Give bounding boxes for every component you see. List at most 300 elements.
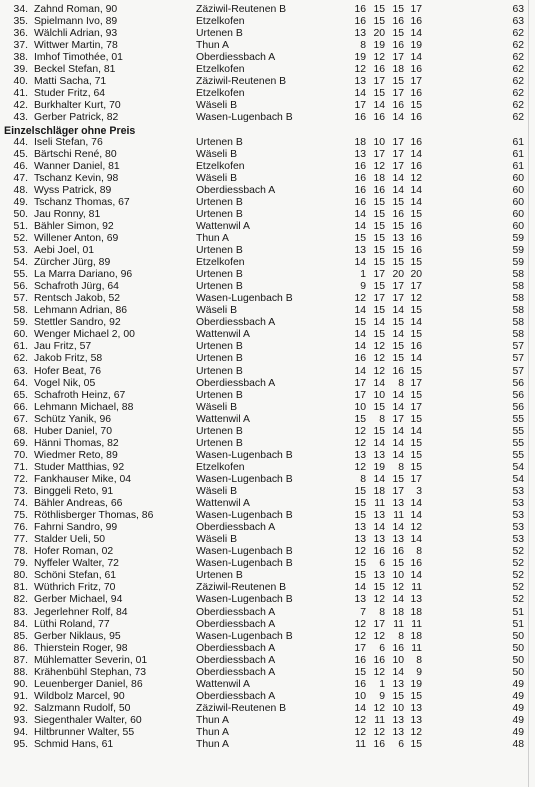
club-cell: Urtenen B <box>196 353 243 365</box>
total-cell: 50 <box>512 666 524 678</box>
score-cell: 14 <box>354 365 366 377</box>
table-row <box>0 667 535 679</box>
table-row <box>0 185 535 197</box>
score-cell: 15 <box>392 473 404 485</box>
score-cell: 13 <box>354 245 366 256</box>
score-cell: 10 <box>373 136 385 148</box>
score-cell: 8 <box>398 377 404 389</box>
total-cell: 59 <box>512 232 524 244</box>
score-cell: 14 <box>410 317 422 329</box>
score-cell: 12 <box>410 522 422 534</box>
score-cell: 16 <box>392 208 404 220</box>
total-cell: 62 <box>512 40 524 52</box>
score-cell: 12 <box>373 341 385 353</box>
score-cell: 16 <box>373 64 385 76</box>
score-cell: 12 <box>373 702 385 714</box>
score-cell: 15 <box>410 437 422 449</box>
score-cell: 14 <box>410 184 422 196</box>
score-cell: 14 <box>354 220 366 232</box>
score-cell: 12 <box>354 618 366 630</box>
score-cell: 12 <box>354 546 366 558</box>
score-cell: 16 <box>392 16 404 28</box>
table-row <box>0 619 535 631</box>
club-cell: Oberdiessbach A <box>196 666 276 678</box>
rank-cell: 41. <box>13 88 28 100</box>
score-cell: 16 <box>410 88 422 100</box>
score-cell: 13 <box>410 702 422 714</box>
total-cell: 58 <box>512 329 524 341</box>
club-cell: Urtenen B <box>196 269 243 281</box>
name-cell: Wiedmer Reto, 89 <box>34 449 118 461</box>
rank-cell: 95. <box>13 739 28 751</box>
score-cell: 16 <box>392 100 404 112</box>
score-cell: 6 <box>379 558 385 570</box>
score-cell: 15 <box>392 317 404 329</box>
score-cell: 16 <box>373 112 385 124</box>
rank-cell: 62. <box>13 353 28 365</box>
table-row <box>0 570 535 582</box>
rank-cell: 73. <box>13 486 28 497</box>
score-cell: 13 <box>373 510 385 522</box>
club-cell: Wasen-Lugenbach B <box>196 510 293 522</box>
score-cell: 12 <box>373 365 385 377</box>
total-cell: 53 <box>512 522 524 534</box>
score-cell: 8 <box>360 40 366 52</box>
score-cell: 15 <box>392 220 404 232</box>
club-cell: Etzelkofen <box>196 16 245 28</box>
score-cell: 17 <box>392 160 404 172</box>
score-cell: 17 <box>373 293 385 305</box>
score-cell: 16 <box>410 112 422 124</box>
score-cell: 12 <box>373 353 385 365</box>
table-row <box>0 197 535 209</box>
score-cell: 11 <box>393 618 404 630</box>
table-row <box>0 149 535 161</box>
name-cell: Wittwer Martin, 78 <box>34 40 118 52</box>
score-cell: 16 <box>410 16 422 28</box>
club-cell: Wasen-Lugenbach B <box>196 630 293 642</box>
total-cell: 63 <box>512 4 524 15</box>
rank-cell: 72. <box>13 473 28 485</box>
name-cell: Fahrni Sandro, 99 <box>34 522 118 534</box>
table-row <box>0 510 535 522</box>
score-cell: 16 <box>410 64 422 76</box>
score-cell: 10 <box>392 702 404 714</box>
club-cell: Urtenen B <box>196 341 243 353</box>
score-cell: 14 <box>410 425 422 437</box>
total-cell: 60 <box>512 172 524 184</box>
score-cell: 18 <box>373 486 385 497</box>
rank-cell: 46. <box>13 160 28 172</box>
score-cell: 15 <box>373 4 385 15</box>
total-cell: 61 <box>512 160 524 172</box>
score-cell: 13 <box>392 534 404 546</box>
score-cell: 15 <box>373 220 385 232</box>
score-cell: 19 <box>373 461 385 473</box>
score-cell: 15 <box>373 329 385 341</box>
rank-cell: 40. <box>13 76 28 88</box>
club-cell: Wasen-Lugenbach B <box>196 473 293 485</box>
table-row <box>0 233 535 245</box>
total-cell: 58 <box>512 269 524 281</box>
total-cell: 54 <box>512 473 524 485</box>
total-cell: 60 <box>512 220 524 232</box>
name-cell: Hiltbrunner Walter, 55 <box>34 727 135 738</box>
rank-cell: 56. <box>13 281 28 293</box>
table-row <box>0 462 535 474</box>
score-cell: 15 <box>354 570 366 582</box>
score-cell: 14 <box>392 401 404 413</box>
table-row <box>0 378 535 390</box>
club-cell: Thun A <box>196 727 229 738</box>
score-cell: 11 <box>374 714 385 726</box>
total-cell: 57 <box>512 365 524 377</box>
score-cell: 16 <box>354 4 366 15</box>
rank-cell: 83. <box>13 606 28 618</box>
score-cell: 14 <box>354 329 366 341</box>
club-cell: Wattenwil A <box>196 498 250 510</box>
club-cell: Urtenen B <box>196 245 243 256</box>
club-cell: Urtenen B <box>196 389 243 401</box>
score-cell: 12 <box>373 727 385 738</box>
score-cell: 11 <box>411 642 422 654</box>
name-cell: Siegenthaler Walter, 60 <box>34 714 142 726</box>
score-cell: 12 <box>354 714 366 726</box>
table-row <box>0 40 535 52</box>
rank-cell: 85. <box>13 630 28 642</box>
score-cell: 14 <box>410 534 422 546</box>
score-cell: 14 <box>410 52 422 64</box>
club-cell: Wattenwil A <box>196 678 250 690</box>
score-cell: 13 <box>373 449 385 461</box>
score-cell: 14 <box>354 341 366 353</box>
score-cell: 16 <box>354 160 366 172</box>
rank-cell: 78. <box>13 546 28 558</box>
score-cell: 19 <box>410 40 422 52</box>
score-cell: 15 <box>392 257 404 269</box>
table-row <box>0 703 535 715</box>
score-cell: 15 <box>392 196 404 208</box>
table-row <box>0 281 535 293</box>
table-row <box>0 643 535 655</box>
table-row <box>0 64 535 76</box>
name-cell: Lehmann Michael, 88 <box>34 401 134 413</box>
rank-cell: 86. <box>13 642 28 654</box>
rank-cell: 66. <box>13 401 28 413</box>
score-cell: 12 <box>410 727 422 738</box>
rank-cell: 94. <box>13 727 28 738</box>
score-cell: 15 <box>410 365 422 377</box>
score-cell: 14 <box>354 88 366 100</box>
total-cell: 53 <box>512 534 524 546</box>
table-row <box>0 546 535 558</box>
club-cell: Wattenwil A <box>196 329 250 341</box>
total-cell: 63 <box>512 16 524 28</box>
table-row <box>0 426 535 438</box>
name-cell: Matti Sacha, 71 <box>34 76 107 88</box>
total-cell: 60 <box>512 208 524 220</box>
score-cell: 17 <box>354 377 366 389</box>
table-row <box>0 353 535 365</box>
score-cell: 13 <box>354 522 366 534</box>
rank-cell: 35. <box>13 16 28 28</box>
score-cell: 15 <box>392 4 404 15</box>
score-cell: 14 <box>354 208 366 220</box>
club-cell: Urtenen B <box>196 196 243 208</box>
rank-cell: 39. <box>13 64 28 76</box>
total-cell: 62 <box>512 28 524 40</box>
score-cell: 15 <box>373 257 385 269</box>
score-cell: 15 <box>392 28 404 40</box>
score-cell: 12 <box>354 425 366 437</box>
total-cell: 55 <box>512 437 524 449</box>
table-row <box>0 4 535 16</box>
total-cell: 55 <box>512 449 524 461</box>
score-cell: 10 <box>392 654 404 666</box>
name-cell: Krähenbühl Stephan, 73 <box>34 666 147 678</box>
score-cell: 15 <box>354 498 366 510</box>
name-cell: Jau Fritz, 57 <box>34 341 92 353</box>
table-row <box>0 582 535 594</box>
name-cell: Lehmann Adrian, 86 <box>34 305 128 317</box>
score-cell: 1 <box>379 678 385 690</box>
score-cell: 15 <box>410 461 422 473</box>
rank-cell: 80. <box>13 570 28 582</box>
score-cell: 15 <box>392 245 404 256</box>
score-cell: 14 <box>373 100 385 112</box>
name-cell: Bähler Andreas, 66 <box>34 498 123 510</box>
score-cell: 8 <box>398 461 404 473</box>
rank-cell: 36. <box>13 28 28 40</box>
table-row <box>0 221 535 233</box>
score-cell: 17 <box>392 486 404 497</box>
score-cell: 15 <box>392 341 404 353</box>
total-cell: 56 <box>512 377 524 389</box>
table-row <box>0 402 535 414</box>
table-row <box>0 534 535 546</box>
score-cell: 12 <box>373 666 385 678</box>
total-cell: 61 <box>512 148 524 160</box>
rank-cell: 52. <box>13 232 28 244</box>
club-cell: Zäziwil-Reutenen B <box>196 4 287 15</box>
total-cell: 62 <box>512 76 524 88</box>
table-row <box>0 594 535 606</box>
score-cell: 14 <box>392 666 404 678</box>
score-cell: 14 <box>410 196 422 208</box>
total-cell: 62 <box>512 100 524 112</box>
rank-cell: 63. <box>13 365 28 377</box>
score-cell: 14 <box>392 437 404 449</box>
rank-cell: 65. <box>13 389 28 401</box>
score-cell: 12 <box>354 437 366 449</box>
total-cell: 48 <box>512 739 524 751</box>
club-cell: Oberdiessbach A <box>196 618 276 630</box>
score-cell: 17 <box>392 413 404 425</box>
score-cell: 13 <box>392 714 404 726</box>
score-cell: 18 <box>410 606 422 618</box>
total-cell: 59 <box>512 257 524 269</box>
score-cell: 13 <box>373 534 385 546</box>
score-cell: 15 <box>354 486 366 497</box>
score-cell: 17 <box>392 52 404 64</box>
score-cell: 14 <box>392 305 404 317</box>
table-row <box>0 161 535 173</box>
table-row <box>0 390 535 402</box>
rank-cell: 84. <box>13 618 28 630</box>
score-cell: 20 <box>410 269 422 281</box>
rank-cell: 59. <box>13 317 28 329</box>
score-cell: 8 <box>398 630 404 642</box>
club-cell: Wasen-Lugenbach B <box>196 449 293 461</box>
name-cell: Huber Daniel, 70 <box>34 425 112 437</box>
score-cell: 14 <box>392 594 404 606</box>
table-row <box>0 450 535 462</box>
score-cell: 19 <box>410 678 422 690</box>
score-cell: 12 <box>373 630 385 642</box>
club-cell: Zäziwil-Reutenen B <box>196 582 287 594</box>
score-cell: 19 <box>373 40 385 52</box>
total-cell: 49 <box>512 727 524 738</box>
rank-cell: 79. <box>13 558 28 570</box>
table-row <box>0 366 535 378</box>
club-cell: Oberdiessbach A <box>196 654 276 666</box>
table-row <box>0 137 535 149</box>
name-cell: Jakob Fritz, 58 <box>34 353 103 365</box>
score-cell: 17 <box>373 618 385 630</box>
score-cell: 17 <box>373 269 385 281</box>
score-cell: 15 <box>354 558 366 570</box>
club-cell: Wäseli B <box>196 172 237 184</box>
score-cell: 14 <box>354 257 366 269</box>
club-cell: Thun A <box>196 714 229 726</box>
club-cell: Urtenen B <box>196 570 243 582</box>
score-cell: 9 <box>360 281 366 293</box>
name-cell: Schafroth Heinz, 67 <box>34 389 126 401</box>
total-cell: 58 <box>512 281 524 293</box>
score-cell: 16 <box>410 232 422 244</box>
score-cell: 14 <box>410 28 422 40</box>
score-cell: 17 <box>373 76 385 88</box>
club-cell: Etzelkofen <box>196 64 245 76</box>
name-cell: Lüthi Roland, 77 <box>34 618 110 630</box>
table-row <box>0 245 535 257</box>
score-cell: 16 <box>354 353 366 365</box>
section-heading: Einzelschläger ohne Preis <box>4 124 136 137</box>
score-cell: 16 <box>410 220 422 232</box>
total-cell: 62 <box>512 112 524 124</box>
table-row <box>0 293 535 305</box>
table-row <box>0 305 535 317</box>
score-cell: 14 <box>392 184 404 196</box>
club-cell: Oberdiessbach A <box>196 52 276 64</box>
score-cell: 17 <box>410 473 422 485</box>
total-cell: 57 <box>512 353 524 365</box>
score-cell: 13 <box>354 76 366 88</box>
score-cell: 16 <box>354 184 366 196</box>
score-cell: 14 <box>410 510 422 522</box>
total-cell: 49 <box>512 702 524 714</box>
rank-cell: 54. <box>13 257 28 269</box>
total-cell: 55 <box>512 413 524 425</box>
score-cell: 16 <box>392 40 404 52</box>
score-cell: 14 <box>392 449 404 461</box>
table-row <box>0 607 535 619</box>
score-cell: 15 <box>373 401 385 413</box>
total-cell: 49 <box>512 678 524 690</box>
club-cell: Oberdiessbach A <box>196 690 276 702</box>
club-cell: Oberdiessbach A <box>196 317 276 329</box>
score-cell: 15 <box>410 257 422 269</box>
rank-cell: 48. <box>13 184 28 196</box>
score-cell: 9 <box>379 690 385 702</box>
table-row <box>0 486 535 498</box>
name-cell: Jau Ronny, 81 <box>34 208 101 220</box>
score-cell: 15 <box>410 449 422 461</box>
name-cell: Gerber Michael, 94 <box>34 594 123 606</box>
rank-cell: 71. <box>13 461 28 473</box>
score-cell: 15 <box>373 425 385 437</box>
score-cell: 12 <box>392 582 404 594</box>
score-cell: 15 <box>373 305 385 317</box>
name-cell: Stettler Sandro, 92 <box>34 317 121 329</box>
score-cell: 12 <box>354 293 366 305</box>
club-cell: Urtenen B <box>196 437 243 449</box>
rank-cell: 61. <box>13 341 28 353</box>
table-row <box>0 498 535 510</box>
score-cell: 13 <box>354 534 366 546</box>
score-cell: 14 <box>354 582 366 594</box>
rank-cell: 42. <box>13 100 28 112</box>
table-row <box>0 474 535 486</box>
score-cell: 16 <box>392 546 404 558</box>
score-cell: 15 <box>373 281 385 293</box>
score-cell: 16 <box>410 136 422 148</box>
score-cell: 1 <box>360 269 366 281</box>
name-cell: Aebi Joel, 01 <box>34 245 95 256</box>
score-cell: 18 <box>392 606 404 618</box>
total-cell: 58 <box>512 293 524 305</box>
score-cell: 15 <box>392 690 404 702</box>
score-cell: 14 <box>410 353 422 365</box>
score-cell: 14 <box>410 498 422 510</box>
club-cell: Urtenen B <box>196 136 243 148</box>
score-cell: 12 <box>373 594 385 606</box>
name-cell: Tschanz Thomas, 67 <box>34 196 130 208</box>
score-cell: 15 <box>410 389 422 401</box>
score-cell: 18 <box>410 630 422 642</box>
score-cell: 14 <box>392 522 404 534</box>
table-row <box>0 679 535 691</box>
score-cell: 15 <box>410 690 422 702</box>
table-row <box>0 558 535 570</box>
score-cell: 14 <box>373 317 385 329</box>
score-cell: 16 <box>373 739 385 751</box>
score-cell: 12 <box>373 160 385 172</box>
score-cell: 14 <box>410 570 422 582</box>
score-cell: 16 <box>354 678 366 690</box>
table-row <box>0 209 535 221</box>
club-cell: Urtenen B <box>196 365 243 377</box>
rank-cell: 57. <box>13 293 28 305</box>
name-cell: Wanner Daniel, 81 <box>34 160 120 172</box>
name-cell: Imhof Timothée, 01 <box>34 52 123 64</box>
rank-cell: 82. <box>13 594 28 606</box>
rank-cell: 91. <box>13 690 28 702</box>
score-cell: 20 <box>373 28 385 40</box>
score-cell: 11 <box>411 618 422 630</box>
rank-cell: 53. <box>13 245 28 256</box>
rank-cell: 45. <box>13 148 28 160</box>
